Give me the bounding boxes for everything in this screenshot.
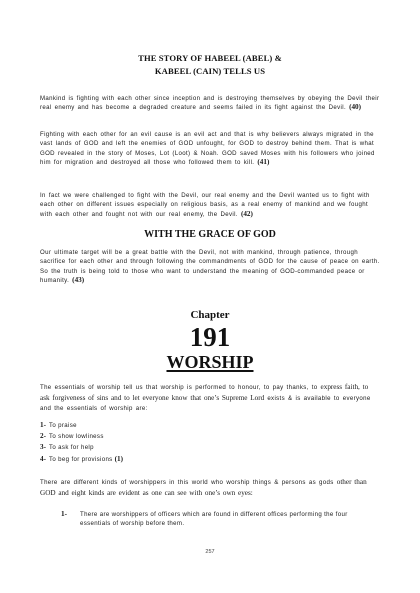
chapter-title — [40, 352, 380, 372]
paragraph-text-serif: other than GOD and eight kinds are evident as one can see with one’s own eyes: — [40, 478, 367, 497]
worship-intro-paragraph — [40, 382, 380, 414]
story-title-line-1: THE STORY OF HABEEL (ABEL) & — [138, 53, 282, 63]
list-item-text: To ask for help — [49, 444, 94, 452]
chapter-title-text: WORSHIP — [166, 352, 254, 372]
chapter-label: Chapter — [190, 309, 230, 321]
paragraph-text: In fact we were challenged to fight with the Devil, our real enemy and the Devil wanted us to fight with each other on different issues especially on religious basis, as a real enemy of mankind and we fought with each other and fought not with our real enemy, the Devil. — [40, 192, 370, 218]
paragraph-text: exists & is available to everyone and the essentials of worship are: — [40, 395, 371, 412]
worship-essentials-list — [40, 420, 380, 465]
paragraph-text: There are different kinds of worshippers in this world who worship things & persons as gods — [40, 479, 334, 486]
story-title-line-2: KABEEL (CAIN) TELLS US — [154, 66, 266, 76]
item-number: 1- — [61, 510, 67, 518]
list-item-number: 1- — [40, 421, 46, 429]
paragraph-text: Our ultimate target will be a great battle with the Devil, not with mankind, through patience, through sacrifice for each other and through following the commandments of GOD for the cause of peace on earth. So the truth is being told to those who want to understand the meaning of GOD-commanded peace or humanity. — [40, 249, 380, 285]
paragraph-text: Fighting with each other for an evil cause is an evil act and that is why believers always migrated in the vast lands of GOD and left the enemies of GOD unfought, for GOD to destroy behind them. That is what GOD revealed in the story of Moses, Lot (Loot) & Noah. GOD saved Moses with his followers who joined him for migration and destroyed all those who followed them to kill. — [40, 131, 375, 167]
list-item-number: 2- — [40, 432, 46, 441]
list-item-text: To praise — [49, 422, 77, 429]
paragraph-text: Mankind is fighting with each other since inception and is destroying themselves by obeying the Devil their real enemy and has become a degraded creature and seems failed in its fight against the Devil. — [40, 95, 380, 112]
section-heading: WITH THE GRACE OF GOD — [144, 229, 276, 240]
paragraph-challenge — [40, 191, 380, 219]
list-item — [40, 454, 380, 465]
paragraph-ultimate-target — [40, 248, 380, 286]
reference-number: (40) — [349, 103, 362, 112]
list-item — [40, 442, 380, 453]
paragraph-text-serif: express faith, to ask forgiveness of sins and to let everyone know that one’s Supreme Lord — [40, 383, 369, 402]
page-number: 257 — [205, 549, 215, 555]
list-item-number: 4- — [40, 454, 46, 463]
list-item — [40, 431, 380, 442]
chapter-number: 191 — [189, 322, 231, 352]
paragraph-fighting — [40, 130, 380, 168]
worship-kinds-paragraph — [40, 477, 380, 499]
paragraph-text: The essentials of worship tell us that worship is performed to honour, to pay thanks, to — [40, 384, 318, 391]
list-item-number: 3- — [40, 443, 46, 452]
reference-number: (41) — [257, 158, 270, 167]
paragraph-mankind — [40, 94, 380, 113]
reference-number: (1) — [114, 454, 124, 463]
list-item-text: To beg for provisions — [49, 455, 113, 463]
list-item — [40, 420, 380, 431]
item-text: There are worshippers of officers which are found in different offices performing the four essentials of worship before them. — [80, 511, 348, 528]
list-item-text: To show lowliness — [49, 433, 104, 441]
reference-number: (42) — [240, 209, 253, 218]
reference-number: (43) — [72, 276, 85, 285]
